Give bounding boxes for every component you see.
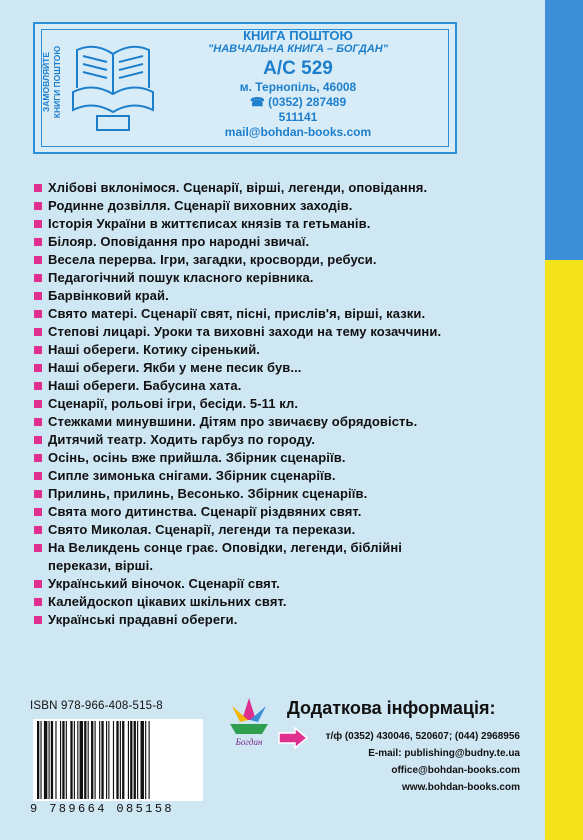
bullet-icon	[34, 184, 42, 192]
list-item	[30, 251, 540, 269]
list-item	[30, 395, 540, 413]
bullet-icon	[34, 526, 42, 534]
barcode-bar	[44, 721, 47, 799]
list-item	[30, 359, 540, 377]
barcode-bar	[88, 721, 89, 799]
list-item	[30, 215, 540, 233]
list-item	[30, 323, 540, 341]
list-item	[30, 341, 540, 359]
list-item-text: Барвінковий край.	[48, 288, 169, 303]
barcode-bar	[37, 721, 39, 799]
stamp-text-block	[153, 28, 443, 140]
list-item	[30, 413, 540, 431]
barcode-bar	[51, 721, 53, 799]
list-item-text: Свята мого дитинства. Сценарії різдвяних свят.	[48, 504, 362, 519]
bullet-icon	[34, 454, 42, 462]
stripe-blue	[545, 0, 583, 260]
barcode-bar	[108, 721, 109, 799]
list-item-continuation	[30, 557, 540, 575]
stamp-subtitle: "НАВЧАЛЬНА КНИГА – БОГДАН"	[208, 43, 388, 55]
publisher-logo-text: Богдан	[235, 737, 263, 747]
list-item	[30, 197, 540, 215]
bullet-icon	[34, 418, 42, 426]
barcode-bar	[55, 721, 56, 799]
info-email: E-mail: publishing@budny.te.ua	[368, 748, 520, 759]
barcode-bar	[145, 721, 146, 799]
barcode-bar	[70, 721, 72, 799]
stamp-phone2: 511141	[278, 110, 318, 124]
bullet-icon	[34, 382, 42, 390]
barcode-bar	[106, 721, 107, 799]
list-item	[30, 539, 540, 557]
bullet-icon	[34, 256, 42, 264]
barcode-area	[30, 700, 206, 820]
barcode-bar	[95, 721, 96, 799]
barcode-bar	[66, 721, 67, 799]
list-item	[30, 449, 540, 467]
list-item	[30, 233, 540, 251]
list-item-text: Дитячий театр. Ходить гарбуз по городу.	[48, 432, 316, 447]
list-item	[30, 269, 540, 287]
bullet-icon	[34, 544, 42, 552]
list-item	[30, 377, 540, 395]
list-item-text: Історія України в життєписах князів та гетьманів.	[48, 216, 371, 231]
stamp-side-line2: КНИГИ ПОШТОЮ	[52, 45, 62, 119]
contact-info	[305, 728, 520, 796]
list-item	[30, 467, 540, 485]
barcode-bar	[120, 721, 121, 799]
list-item-text: Калейдоскоп цікавих шкільних свят.	[48, 594, 287, 609]
list-item-text: перекази, вірші.	[48, 558, 154, 573]
barcode-bar	[62, 721, 64, 799]
stamp-po-box: А/С 529	[263, 58, 333, 79]
stamp-city: м. Тернопіль, 46008	[239, 80, 357, 94]
list-item	[30, 287, 540, 305]
barcode-bar	[84, 721, 86, 799]
barcode-bar	[101, 721, 103, 799]
info-website: www.bohdan-books.com	[402, 782, 520, 793]
barcode-icon	[33, 719, 203, 801]
bullet-icon	[34, 598, 42, 606]
barcode-bar	[122, 721, 124, 799]
list-item-text: Прилинь, прилинь, Весонько. Збірник сценаріїв.	[48, 486, 368, 501]
open-book-icon	[67, 32, 159, 136]
list-item-text: Свято матері. Сценарії свят, пісні, прислів'я, вірші, казки.	[48, 306, 426, 321]
list-item	[30, 485, 540, 503]
list-item-text: Українські прадавні обереги.	[48, 612, 238, 627]
book-titles-list	[30, 179, 540, 629]
bullet-icon	[34, 364, 42, 372]
list-item	[30, 305, 540, 323]
list-item-text: Осінь, осінь вже прийшла. Збірник сценаріїв.	[48, 450, 346, 465]
barcode-bar	[113, 721, 114, 799]
barcode-bar	[80, 721, 83, 799]
bullet-icon	[34, 310, 42, 318]
info-phone: т/ф (0352) 430046, 520607; (044) 2968956	[325, 731, 520, 742]
barcode-bar	[134, 721, 136, 799]
bullet-icon	[34, 490, 42, 498]
list-item-text: Родинне дозвілля. Сценарії виховних заходів.	[48, 198, 353, 213]
list-item-text: Степові лицарі. Уроки та виховні заходи на тему козаччини.	[48, 324, 442, 339]
list-item	[30, 575, 540, 593]
barcode-digits: 9 789664 085158	[30, 802, 175, 816]
barcode-bar	[149, 721, 150, 799]
list-item-text: Наші обереги. Якби у мене песик був...	[48, 360, 302, 375]
bullet-icon	[34, 328, 42, 336]
bullet-icon	[34, 508, 42, 516]
list-item-text: Педагогічний пошук класного керівника.	[48, 270, 314, 285]
list-item	[30, 431, 540, 449]
isbn-number: ISBN 978-966-408-515-8	[30, 700, 163, 712]
list-item-text: На Великдень сонце грає. Оповідки, легенди, біблійні	[48, 540, 403, 555]
stamp-side-line1: ЗАМОВЛЯЙТЕ	[41, 51, 51, 113]
bullet-icon	[34, 616, 42, 624]
bullet-icon	[34, 472, 42, 480]
barcode-bar	[74, 721, 75, 799]
stamp-phone: ☎ (0352) 287489	[249, 95, 347, 109]
bullet-icon	[34, 436, 42, 444]
list-item	[30, 503, 540, 521]
bullet-icon	[34, 220, 42, 228]
list-item-text: Сценарії, рольові ігри, бесіди. 5-11 кл.	[48, 396, 299, 411]
list-item	[30, 179, 540, 197]
list-item-text: Український віночок. Сценарії свят.	[48, 576, 280, 591]
bullet-icon	[34, 202, 42, 210]
list-item-text: Стежками минувшини. Дітям про звичаєву обрядовість.	[48, 414, 418, 429]
list-item-text: Сипле зимонька снігами. Збірник сценаріїв.	[48, 468, 336, 483]
barcode-bar	[137, 721, 138, 799]
barcode-bar	[60, 721, 61, 799]
list-item-text: Наші обереги. Бабусина хата.	[48, 378, 242, 393]
list-item-text: Хлібові вклонімося. Сценарії, вірші, легенди, оповідання.	[48, 180, 428, 195]
mail-order-stamp	[33, 22, 457, 154]
info-title: Додаткова інформація:	[287, 698, 496, 718]
barcode-bar	[77, 721, 78, 799]
stamp-email: mail@bohdan-books.com	[224, 125, 372, 139]
bullet-icon	[34, 400, 42, 408]
bullet-icon	[34, 238, 42, 246]
barcode-bar	[130, 721, 132, 799]
list-item-text: Наші обереги. Котику сіренький.	[48, 342, 260, 357]
bullet-icon	[34, 346, 42, 354]
list-item	[30, 593, 540, 611]
list-item	[30, 521, 540, 539]
barcode-bar	[116, 721, 118, 799]
info-email2: office@bohdan-books.com	[391, 765, 520, 776]
stripe-yellow	[545, 260, 583, 840]
bullet-icon	[34, 292, 42, 300]
list-item-text: Білояр. Оповідання про народні звичаї.	[48, 234, 310, 249]
barcode-bar	[40, 721, 41, 799]
bullet-icon	[34, 580, 42, 588]
bullet-icon	[34, 274, 42, 282]
stamp-title: КНИГА ПОШТОЮ	[243, 28, 353, 43]
publisher-logo-icon	[228, 696, 270, 748]
barcode-bar	[99, 721, 100, 799]
barcode-bar	[49, 721, 50, 799]
barcode-bar	[141, 721, 144, 799]
list-item-text: Свято Миколая. Сценарії, легенди та перекази.	[48, 522, 356, 537]
barcode-bar	[128, 721, 129, 799]
list-item	[30, 611, 540, 629]
barcode-bar	[91, 721, 93, 799]
list-item-text: Весела перерва. Ігри, загадки, кросворди, ребуси.	[48, 252, 377, 267]
stamp-side-text	[41, 26, 65, 138]
